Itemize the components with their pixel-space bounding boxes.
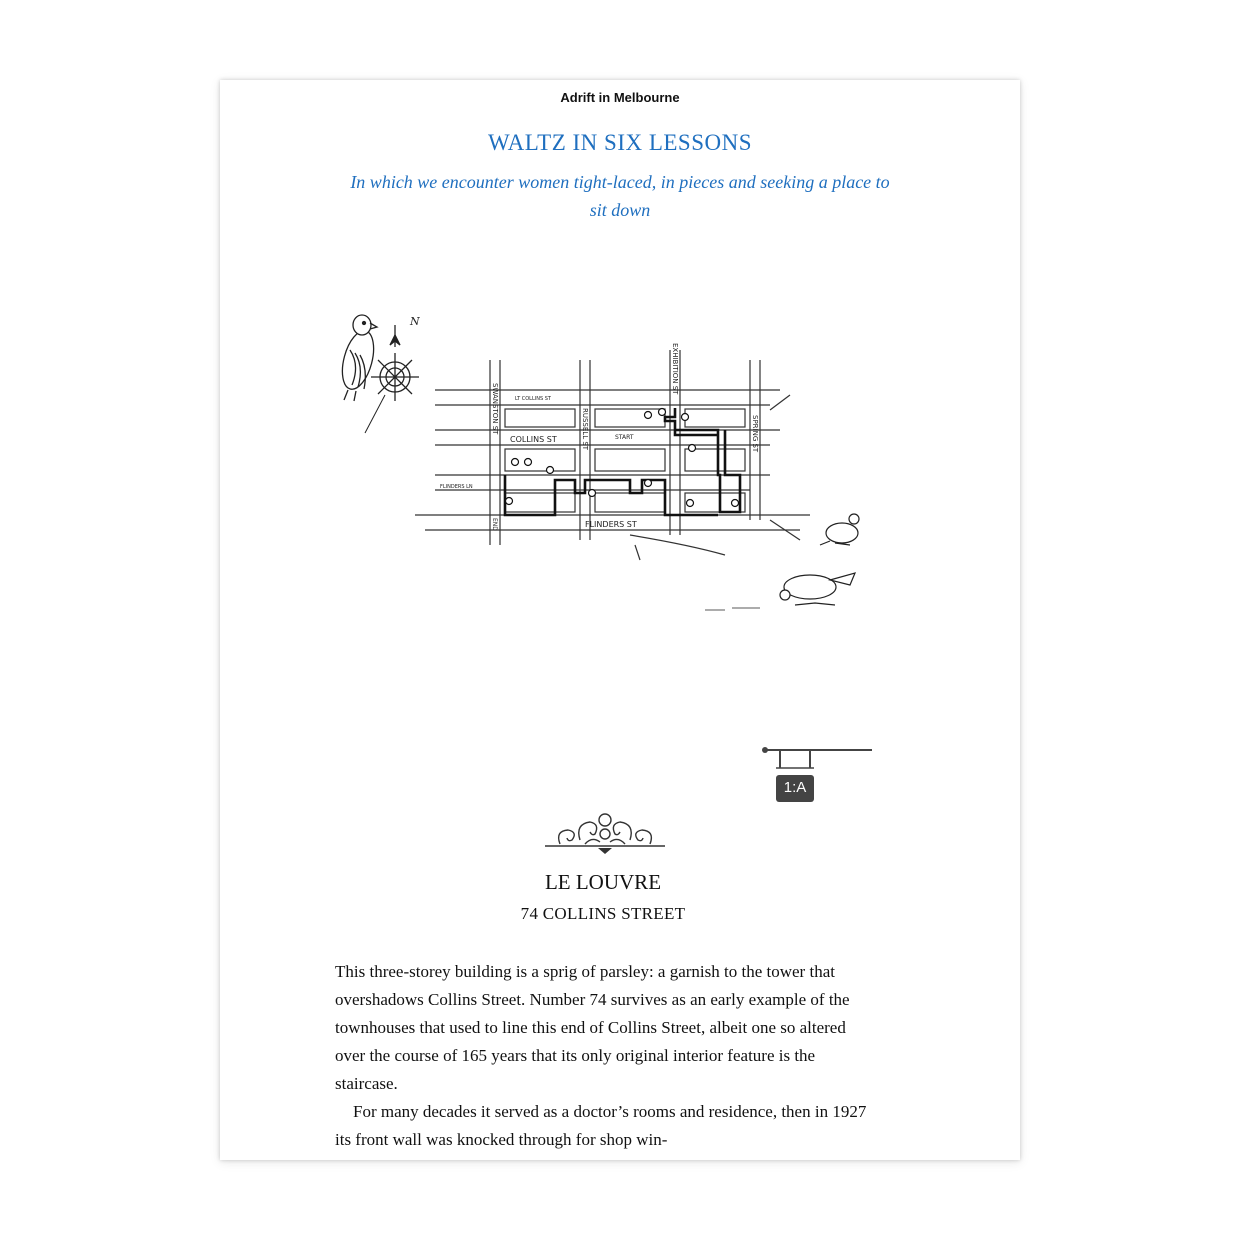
route-stop-markers — [506, 409, 739, 507]
street-label-flinders: FLINDERS ST — [585, 520, 637, 529]
street-label-russell: RUSSELL ST — [581, 408, 589, 451]
chapter-title: WALTZ IN SIX LESSONS — [487, 130, 753, 155]
compass-north-label: N — [410, 315, 420, 328]
pigeon-compass-illustration — [337, 315, 419, 433]
stop-title: LE LOUVRE — [544, 870, 662, 894]
body-text — [335, 958, 875, 1154]
walking-route-map — [330, 305, 890, 625]
street-label-spring: SPRING ST — [751, 415, 759, 453]
body-paragraph: This three-storey building is a sprig of parsley: a garnish to the tower that overshadows Collins Street. Number 74 survives as an early example of the townhouses that used to line this end of Collins Street, albeit one so altered over the course of 165 years that its only original interior feature is the staircase. — [335, 962, 850, 1093]
street-label-lt-collins: LT COLLINS ST — [515, 396, 551, 402]
stop-address: 74 COLLINS STREET — [520, 904, 686, 923]
street-label-exhibition: EXHIBITION ST — [671, 343, 679, 395]
body-paragraph: For many decades it served as a doctor’s rooms and residence, then in 1927 its front wall was knocked through for shop win- — [335, 1102, 867, 1149]
street-label-swanston: SWANSTON ST — [491, 383, 499, 435]
street-label-collins: COLLINS ST — [510, 435, 557, 444]
street-label-flinders-ln: FLINDERS LN — [440, 484, 473, 490]
book-page — [220, 80, 1020, 1160]
chapter-subtitle: In which we encounter women tight-laced, in pieces and seeking a place to sit down — [350, 172, 890, 220]
running-head: Adrift in Melbourne — [560, 90, 680, 105]
decorative-scroll-ornament — [540, 806, 670, 854]
walking-route-line — [665, 408, 740, 512]
start-label: START — [615, 434, 634, 441]
stop-number-label: 1:A — [783, 779, 807, 796]
end-label: END — [491, 518, 498, 531]
